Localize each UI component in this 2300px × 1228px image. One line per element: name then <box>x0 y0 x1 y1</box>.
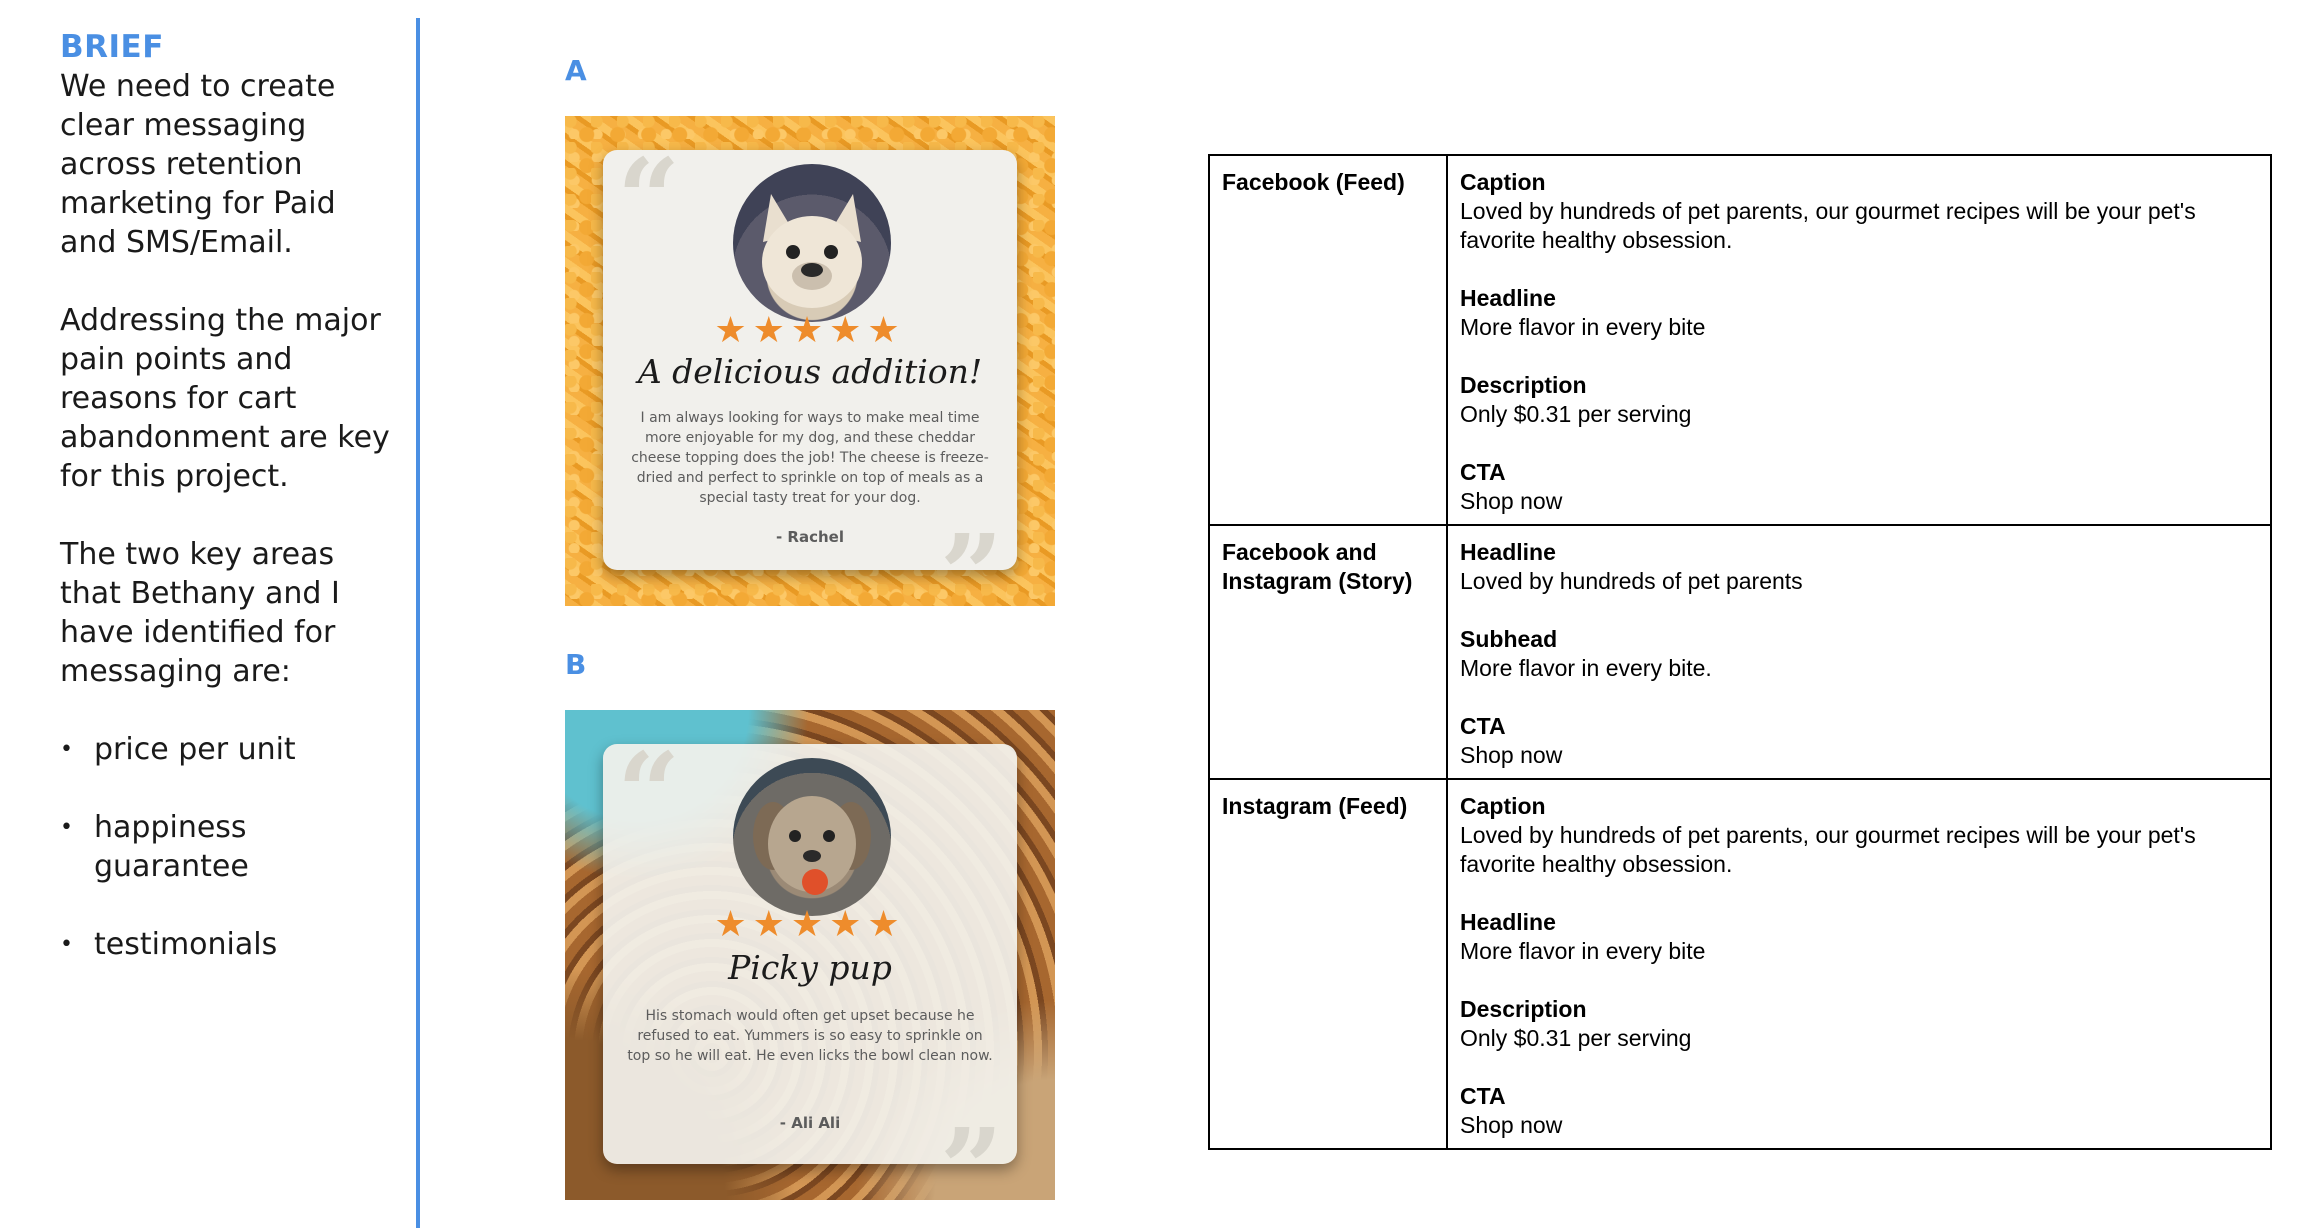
brief-title: BRIEF <box>60 29 164 65</box>
field-label: CTA <box>1460 459 1506 485</box>
field-label: CTA <box>1460 713 1506 739</box>
french-bulldog-icon <box>733 164 891 322</box>
brief-paragraph: The two key areas that Bethany and I have identified for messaging are: <box>60 537 340 689</box>
field-label: Caption <box>1460 793 1546 819</box>
ad-creative-a[interactable] <box>565 116 1055 606</box>
table-row <box>1209 525 2271 779</box>
field-value: Shop now <box>1460 488 1563 514</box>
brief-bullet: • price per unit <box>60 730 400 769</box>
close-quote-icon: ” <box>939 1104 1003 1200</box>
field-label: Headline <box>1460 539 1556 565</box>
brief-bullet-list <box>60 730 400 964</box>
testimonial-author: - Rachel <box>775 528 844 546</box>
close-quote-icon: ” <box>939 510 1003 606</box>
brief-bullet: • happiness guarantee <box>60 808 400 886</box>
field-value: Shop now <box>1460 1112 1563 1138</box>
placement-cell: Instagram (Feed) <box>1209 779 1447 1149</box>
field-value: Loved by hundreds of pet parents <box>1460 568 1803 594</box>
copy-field <box>1460 1082 2258 1140</box>
star-rating: ★★★★★ <box>714 904 906 945</box>
field-label: Subhead <box>1460 626 1558 652</box>
variant-label-b: B <box>565 648 587 681</box>
copy-field <box>1460 995 2258 1053</box>
brief-bullet: • testimonials <box>60 925 400 964</box>
star-rating: ★★★★★ <box>714 310 906 351</box>
field-value: Only $0.31 per serving <box>1460 401 1692 427</box>
ad-creative-b[interactable] <box>565 710 1055 1200</box>
variant-label-a: A <box>565 54 587 87</box>
testimonial-author: - Ali Ali <box>779 1114 841 1132</box>
testimonial-card <box>603 728 1017 1200</box>
copy-field <box>1460 371 2258 429</box>
testimonial-body: His stomach would often get upset because he refused to eat. Yummers is so easy to sprinkle on top so he will eat. He even licks the bowl clean now. <box>627 1008 993 1064</box>
table-row <box>1209 155 2271 525</box>
brief-panel <box>60 28 400 1003</box>
copy-field <box>1460 168 2258 255</box>
copy-field <box>1460 458 2258 516</box>
placement-cell: Facebook and Instagram (Story) <box>1209 525 1447 779</box>
field-label: CTA <box>1460 1083 1506 1109</box>
open-quote-icon: “ <box>617 728 681 857</box>
field-value: Only $0.31 per serving <box>1460 1025 1692 1051</box>
column-divider <box>416 18 420 1228</box>
copy-cell <box>1447 155 2271 525</box>
copy-field <box>1460 625 2258 683</box>
brief-paragraph: We need to create clear messaging across retention marketing for Paid and SMS/Email. <box>60 69 336 260</box>
dog-avatar <box>733 758 891 916</box>
field-value: Loved by hundreds of pet parents, our gourmet recipes will be your pet's favorite healthy obsession. <box>1460 822 2196 877</box>
field-value: Shop now <box>1460 742 1563 768</box>
field-value: More flavor in every bite <box>1460 314 1706 340</box>
field-value: More flavor in every bite <box>1460 938 1706 964</box>
copy-field <box>1460 792 2258 879</box>
ad-copy-table <box>1208 154 2272 1150</box>
copy-field <box>1460 284 2258 342</box>
field-label: Headline <box>1460 285 1556 311</box>
field-value: More flavor in every bite. <box>1460 655 1712 681</box>
field-label: Description <box>1460 996 1587 1022</box>
copy-field <box>1460 908 2258 966</box>
brief-paragraph: Addressing the major pain points and reasons for cart abandonment are key for this project. <box>60 303 390 494</box>
field-label: Headline <box>1460 909 1556 935</box>
field-label: Description <box>1460 372 1587 398</box>
testimonial-card <box>603 134 1017 606</box>
field-label: Caption <box>1460 169 1546 195</box>
copy-field <box>1460 538 2258 596</box>
copy-field <box>1460 712 2258 770</box>
testimonial-body: I am always looking for ways to make meal time more enjoyable for my dog, and these cheddar cheese topping does the job! The cheese is freeze-dried and perfect to sprinkle on top of meals as a special tasty treat for your dog. <box>631 410 989 506</box>
field-value: Loved by hundreds of pet parents, our gourmet recipes will be your pet's favorite healthy obsession. <box>1460 198 2196 253</box>
table-row <box>1209 779 2271 1149</box>
dog-avatar <box>733 164 891 322</box>
testimonial-headline: A delicious addition! <box>637 352 983 391</box>
copy-cell <box>1447 525 2271 779</box>
placement-cell: Facebook (Feed) <box>1209 155 1447 525</box>
testimonial-headline: Picky pup <box>728 948 892 987</box>
terrier-dog-icon <box>733 758 891 916</box>
open-quote-icon: “ <box>617 134 681 263</box>
copy-cell <box>1447 779 2271 1149</box>
